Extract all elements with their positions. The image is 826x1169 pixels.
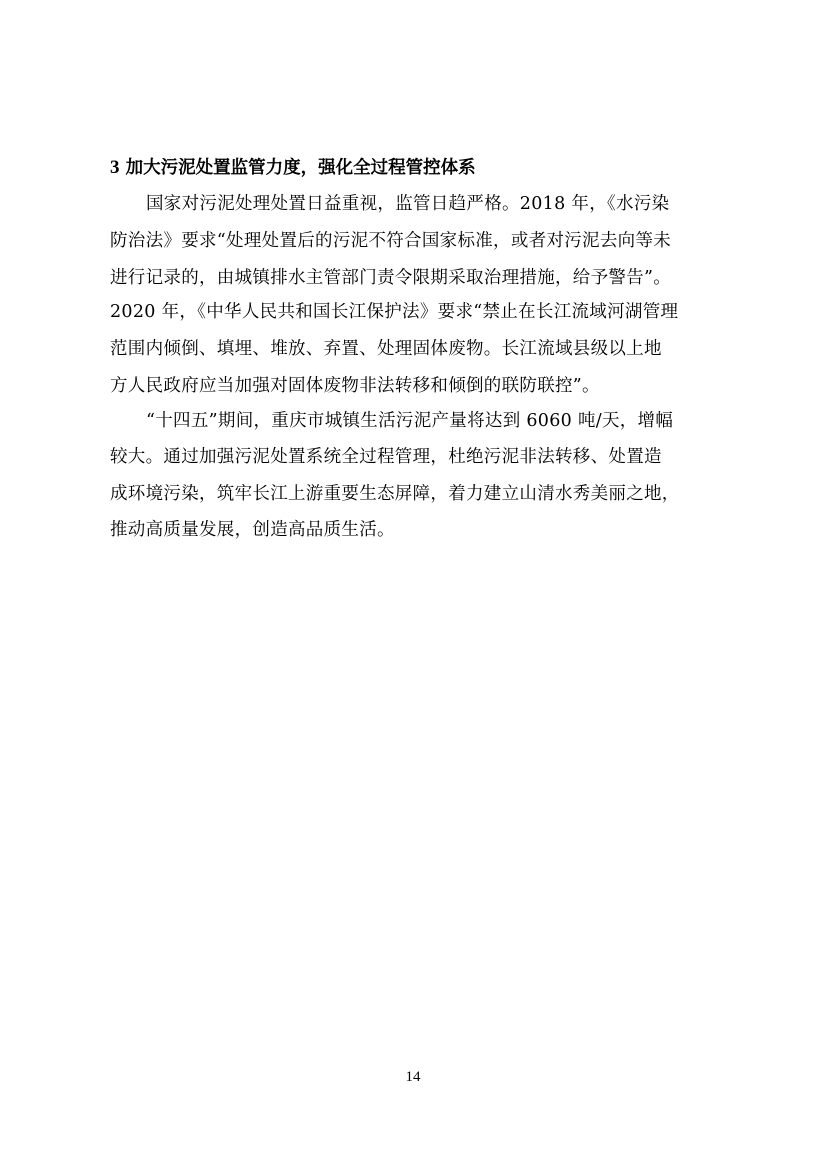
paragraph-line: 防治法》要求“处理处置后的污泥不符合国家标准，或者对污泥去向等未 — [110, 231, 672, 251]
paragraph-line: 成环境污染，筑牢长江上游重要生态屏障，着力建立山清水秀美丽之地， — [110, 484, 680, 504]
paragraph-line: 方人民政府应当加强对固体废物非法转移和倾倒的联防联控”。 — [110, 376, 600, 396]
paragraph-line: 2020 年，《中华人民共和国长江保护法》要求“禁止在长江流域河湖管理 — [110, 302, 679, 322]
paragraph-line: “十四五”期间，重庆市城镇生活污泥产量将达到 6060 吨/天，增幅 — [146, 411, 674, 431]
paragraph-line: 国家对污泥处理处置日益重视，监管日趋严格。2018 年，《水污染 — [146, 194, 670, 214]
paragraph-line: 推动高质量发展，创造高品质生活。 — [110, 520, 395, 540]
paragraph-line: 进行记录的，由城镇排水主管部门责令限期采取治理措施，给予警告”。 — [110, 268, 672, 288]
page-number: 14 — [405, 1069, 421, 1085]
paragraph-line: 范围内倾倒、填埋、堆放、弃置、处理固体废物。长江流域县级以上地 — [110, 339, 662, 359]
section-title: 加大污泥处置监管力度，强化全过程管控体系 — [125, 158, 476, 178]
section-number: 3 — [110, 157, 120, 178]
section-heading — [110, 156, 476, 180]
paragraph-line: 较大。通过加强污泥处置系统全过程管理，杜绝污泥非法转移、处置造 — [110, 447, 662, 467]
